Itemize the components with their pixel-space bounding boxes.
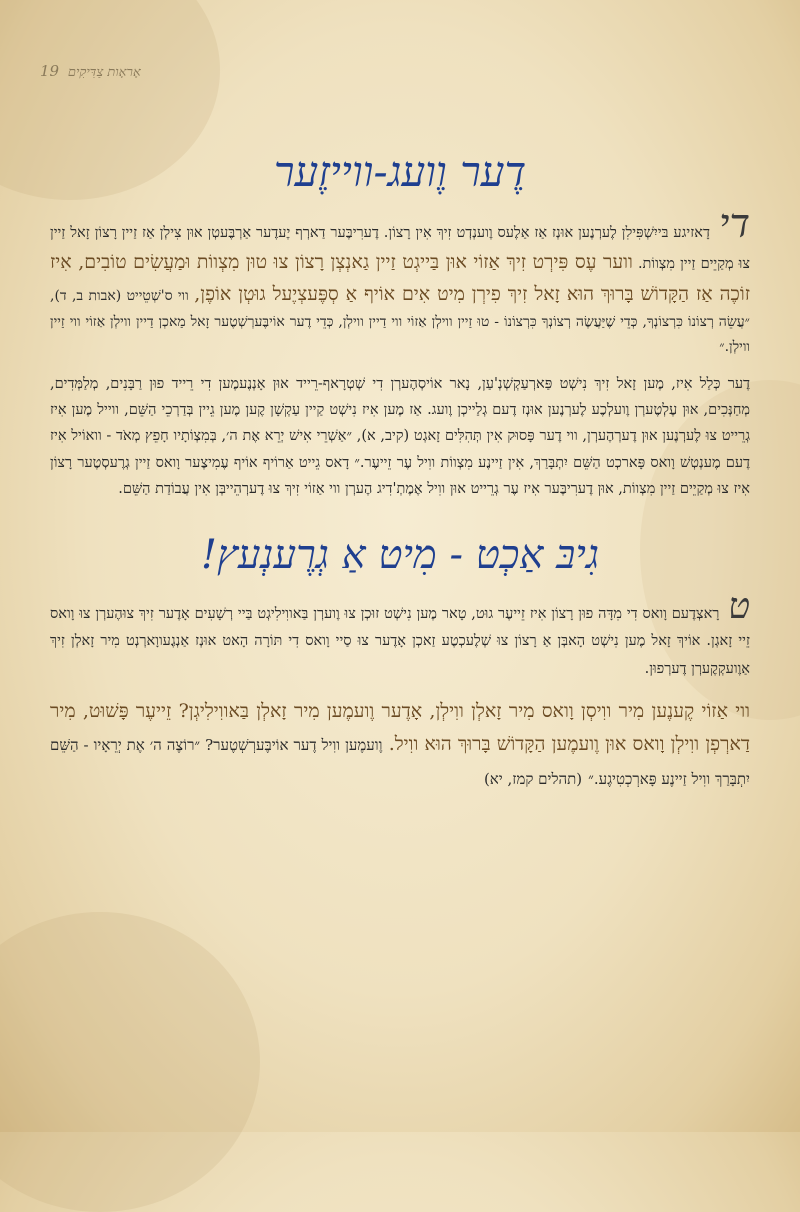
- page-number: 19: [40, 62, 60, 80]
- drop-cap-2: ט: [728, 585, 750, 627]
- page-body: [50, 140, 750, 796]
- para2-text: רָאצְדֶעם וָואס דִי מִדָּה פוּן רָצוֹן אִיז זֵייעֶר גוּט, טָאר מֶען נִישְׁט זוּכְן צוּ וֶוערְן בַּאווִילִיגְט בַּיי רְשָׁעִים אָדֶער זִיךְ צוּהֶערְן צוּ וָואס זֵיי זָאגְן. אוֹיךְ זָאל מֶען נִישְׁט הָאבְּן אַ רָצוֹן צוּ שְׁלֶעכְטֶע זַאכְן אָדֶער צוּ סַיי וָואס דִי תּוֹרָה הָאט אוּנְז אַנְגֶעווָארְנְט מִיר זָאלְן זִיךְ אַוֶועקְקֶערְן דֶערְפוּן.: [50, 605, 750, 677]
- intro-quote: ווי ס'שְׁטֵייט (אבות ב, ד), ״עֲשֵׂה רְצוֹנוֹ כִּרְצוֹנְךָ, כְּדֵי שֶׁיַּעֲשֶׂה רְצוֹנְךָ כִּרְצוֹנוֹ - טוּ זַיין ווילְן אַזוֹי ווי דַיין ווילְן, כְּדֵי דֶער אוֹיבֶּערְשְׁטֶער זָאל מַאכְן דַיין ווילְן אַזוֹי ווי זַיין ווילְן.״: [50, 288, 750, 356]
- page-header: [40, 62, 141, 80]
- section-title-2: גִיבּ אַכְט - מִיט אַ גְרֶענְעץ!: [200, 531, 600, 578]
- intro-highlight: ווער עֶס פִּירְט זִיךְ אַזוֹי אוּן בַּייגְט זַיין גַאנְצְן רָצוֹן צוּ טוּן מִצְווֹת וּמַעֲשִׂים טוֹבִים, אִיז זוֹכֶה אַז הַקָּדוֹשׁ בָּרוּךְ הוּא זָאל זִיךְ פִירְן מִיט אִים אוֹיף אַ סְפֶּעצְיֶעל גוּטְן אוֹפֶן,: [50, 251, 751, 306]
- closing-paragraph: [50, 695, 750, 796]
- intro-text: דָאזיגע בּייִשְׁפִּילִן לֶערְנֶען אוּנְז אַז אַלֶעס וֶוענְדְט זִיךְ אִין רָצוֹן. דֶערִיבֶּער דַארְף יֶעדֶער אַרְבֶּעטְן אוּן צִילְן אַז זַיין רָצוֹן זָאל זַיין צוּ מְקַיֵים זַיין מִצְווֹת.: [50, 225, 750, 273]
- body-paragraph-2: [50, 585, 750, 684]
- body-paragraph-1: דֶער כְּלַל אִיז, מֶען זָאל זִיךְ נִישְׁט פַּארְעַקְשְׁנְ'עַן, נָאר אוֹיסְהֶערְן דִי שְׁטְרָאף-רֵייד אוּן אָנְנֶעמֶען דִי רֵייד פוּן רַבָּנִים, מְלַמְּדִים, מְחַנְּכִים, אוּן עֶלְטֶערְן וֶועלְכֶע לֶערְנֶען אוּנְז דֶעם גְלַייכְן וֶועג. אַז מֶען אִיז נִישְׁט קַיין עַקְשָׁן קֶען מֶען גֵיין בְּדַרְכֵי הַשֵּׁם, ווייל מֶען אִיז גְרֵייט צוּ לֶערְנֶען אוּן דֶערְהֶערְן, ווי דֶער פָּסוּק אִין תְּהִלִּים זָאגְט (קיב, א), ״אַשְׁרֵי אִישׁ יְרֵא אֶת ה׳, בְּמִצְוֹתָיו חָפֵץ מְאֹד - וואוֹיל אִיז דֶעם מֶענְטְשׁ וָואס פָּארכְט הַשֵּׁם יִתְבָּרַךְ, אִין זַיינֶע מִצְווֹת ווִיל עֶר זֵייעֶר.״ דָאס גֵייט אַרוֹיף אוֹיף עֶמִיצֶער וָואס זַיין גְרֶעסְטֶער רָצוֹן אִיז צוּ מְקַיֵים זַיין מִצְווֹת, אוּן דֶערִיבֶּער אִיז עֶר גְרֵייט אוּן ווִיל אֶמֶתְ'דִיג הֶערְן ווי אַזוֹי זִיךְ צוּ דֶערְהֵייבְּן אִין עֲבוֹדַת הַשֵּׁם.: [50, 375, 750, 498]
- intro-paragraph: [50, 201, 751, 361]
- closing-source: (תהלים קמז, יא): [483, 770, 583, 789]
- running-title: אָראָות צַדִּיקִים: [67, 65, 141, 80]
- section-title-1: דֶער וֶועג-ווייזֶער: [273, 147, 527, 196]
- drop-cap-1: די: [718, 201, 751, 247]
- closing-text: וֶועמֶען ווִיל דֶער אוֹיבֶּערְשְׁטֶער? ״רוֹצֶה ה׳ אֶת יְרֵאָיו - הַשֵּׁם יִתְבָּרַךְ ווִיל זַיינֶע פָּארְכְטִיגֶע.״: [50, 736, 750, 789]
- closing-highlight: ווי אַזוֹי קֶענֶען מִיר ווִיסְן וָואס מִיר זָאלְן ווִילְן, אָדֶער וֶועמֶען מִיר זָאלְן בַּאווִילִיגְן? זֵייעֶר פָּשׁוּט, מִיר דַארְפְן ווִילְן וָואס אוּן וֶועמֶען הַקָּדוֹשׁ בָּרוּךְ הוּא ווִיל.: [50, 700, 750, 756]
